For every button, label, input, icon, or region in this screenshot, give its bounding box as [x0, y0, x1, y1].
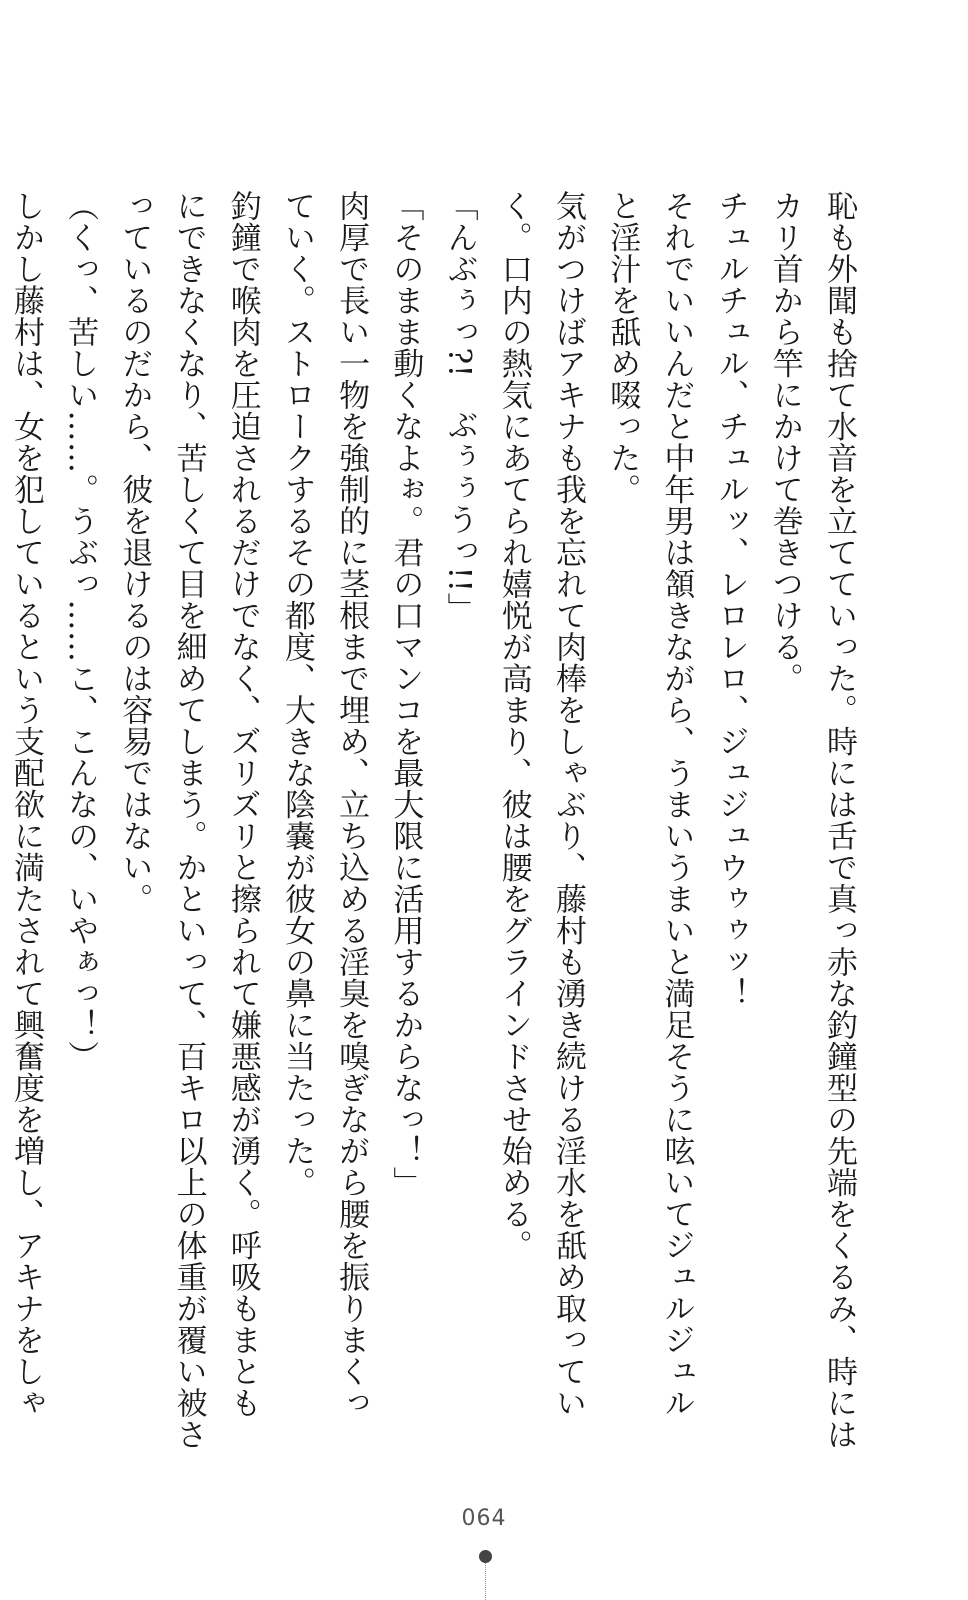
- text-line: チュルチュル、チュルッ、レロレロ、ジュジュウゥゥッ！: [712, 190, 749, 1009]
- text-line: 「そのまま動くなよぉ。君の口マンコを最大限に活用するからなっ！」: [387, 190, 424, 1198]
- text-line: っているのだから、彼を退けるのは容易ではない。: [116, 190, 153, 915]
- text-line: それでいいんだと中年男は頷きながら、うまいうまいと満足そうに呟いてジュルジュル: [658, 190, 695, 1419]
- text-line: 気がつけばアキナも我を忘れて肉棒をしゃぶり、藤村も湧き続ける淫水を舐め取ってい: [549, 190, 586, 1419]
- text-line: にできなくなり、苦しくて目を細めてしまう。かといって、百キロ以上の体重が覆い被さ: [170, 190, 207, 1450]
- body-text: [0, 190, 866, 1450]
- text-line: ていく。ストロークするその都度、大きな陰嚢が彼女の鼻に当たった。: [278, 190, 315, 1198]
- text-line: しかし藤村は、女を犯しているという支配欲に満たされて興奮度を増し、アキナをしゃ: [7, 190, 44, 1419]
- page-marker-line: [485, 1563, 486, 1600]
- text-line: と淫汁を舐め啜った。: [604, 190, 641, 505]
- page-number: 064: [461, 1506, 507, 1531]
- text-line: カリ首から竿にかけて巻きつける。: [766, 190, 803, 694]
- text-line: 「んぶぅっ?! ぶぅぅうっ!!」: [441, 190, 478, 624]
- text-line: く。口内の熱気にあてられ嬉悦が高まり、彼は腰をグラインドさせ始める。: [495, 190, 532, 1261]
- text-line: 釣鐘で喉肉を圧迫されるだけでなく、ズリズリと擦られて嫌悪感が湧く。呼吸もまとも: [224, 190, 261, 1419]
- text-line: 肉厚で長い一物を強制的に茎根まで埋め、立ち込める淫臭を嗅ぎながら腰を振りまくっ: [333, 190, 370, 1419]
- text-line: 恥も外聞も捨て水音を立てていった。時には舌で真っ赤な釣鐘型の先端をくるみ、時には: [821, 190, 857, 1450]
- page-marker-dot: [479, 1550, 492, 1563]
- text-line: （くっ、苦しい……。うぶっ……こ、こんなの、いやぁっ！）: [62, 190, 99, 1072]
